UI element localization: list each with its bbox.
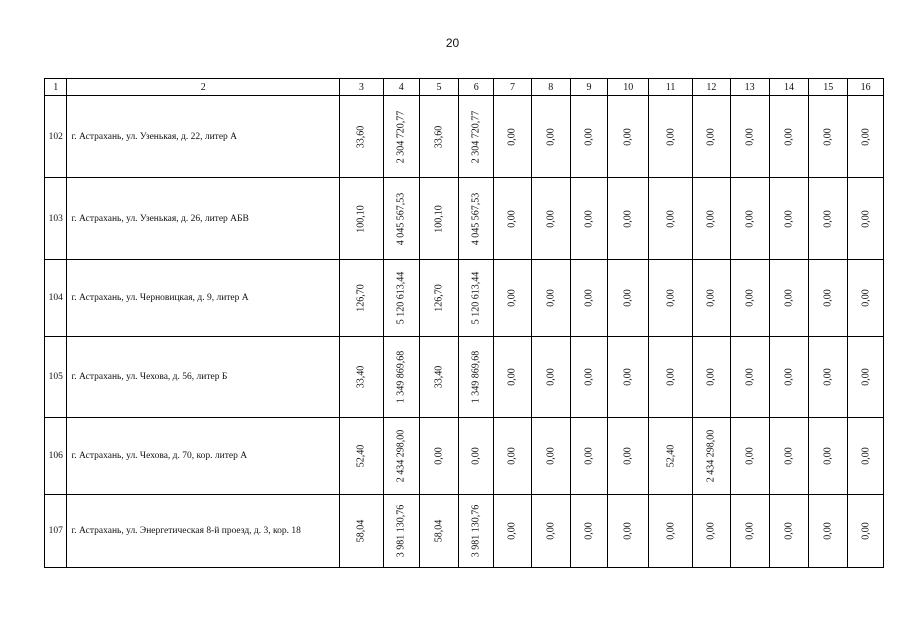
- header-cell: 15: [809, 79, 848, 96]
- value-text: 0,00: [705, 289, 717, 307]
- value-text: 0,00: [822, 522, 834, 540]
- value-cell: [339, 96, 383, 178]
- value-text: 2 304 720,77: [470, 110, 482, 163]
- value-text: 0,00: [860, 209, 872, 228]
- address-cell: г. Астрахань, ул. Чехова, д. 56, литер Б: [67, 337, 340, 418]
- value-text: 33,40: [355, 365, 367, 389]
- value-cell: [809, 96, 848, 178]
- value-cell: [649, 337, 693, 418]
- value-cell: [570, 418, 608, 495]
- value-cell: [459, 260, 494, 337]
- value-text: 0,00: [744, 447, 756, 465]
- value-cell: [494, 260, 532, 337]
- value-text: 0,00: [583, 447, 595, 465]
- value-text: 2 434 298,00: [705, 429, 717, 483]
- value-cell: [730, 260, 769, 337]
- value-cell: [809, 418, 848, 495]
- value-text: 0,00: [545, 289, 557, 307]
- table-row: [45, 418, 884, 495]
- value-text: 5 120 613,44: [395, 271, 407, 325]
- value-cell: [769, 337, 809, 418]
- value-text: 0,00: [822, 289, 834, 307]
- value-cell: [383, 178, 419, 260]
- value-text: 0,00: [433, 447, 445, 465]
- value-text: 0,00: [744, 209, 756, 228]
- value-text: 0,00: [545, 522, 557, 540]
- value-cell: [419, 178, 459, 260]
- value-text: 0,00: [583, 368, 595, 386]
- value-cell: [769, 260, 809, 337]
- header-row: [45, 79, 884, 96]
- value-cell: [693, 337, 731, 418]
- value-text: 0,00: [622, 209, 634, 228]
- value-cell: [608, 96, 649, 178]
- value-text: 0,00: [860, 289, 872, 307]
- value-text: 0,00: [665, 289, 677, 307]
- value-cell: [649, 495, 693, 568]
- header-cell: 12: [693, 79, 731, 96]
- value-text: 2 304 720,77: [395, 110, 407, 163]
- value-cell: [494, 96, 532, 178]
- value-cell: [494, 495, 532, 568]
- value-cell: [769, 178, 809, 260]
- address-cell: г. Астрахань, ул. Чехова, д. 70, кор. литер А: [67, 418, 340, 495]
- value-cell: [419, 418, 459, 495]
- header-cell: 2: [67, 79, 340, 96]
- value-text: 0,00: [860, 368, 872, 386]
- value-cell: [848, 96, 884, 178]
- value-text: 0,00: [822, 447, 834, 465]
- value-text: 0,00: [783, 447, 795, 465]
- value-text: 126,70: [433, 284, 445, 312]
- value-cell: [459, 96, 494, 178]
- value-cell: [848, 178, 884, 260]
- value-text: 0,00: [506, 289, 518, 307]
- table-row: [45, 495, 884, 568]
- value-cell: [730, 96, 769, 178]
- value-cell: [531, 495, 570, 568]
- value-text: 0,00: [583, 209, 595, 228]
- row-number-cell: 103: [45, 178, 67, 260]
- row-number-cell: 105: [45, 337, 67, 418]
- value-cell: [339, 260, 383, 337]
- value-cell: [693, 495, 731, 568]
- row-number-cell: 102: [45, 96, 67, 178]
- value-cell: [809, 260, 848, 337]
- header-cell: 14: [769, 79, 809, 96]
- value-text: 0,00: [705, 127, 717, 146]
- value-cell: [649, 96, 693, 178]
- value-cell: [383, 260, 419, 337]
- value-text: 0,00: [622, 368, 634, 386]
- value-cell: [730, 337, 769, 418]
- header-cell: 13: [730, 79, 769, 96]
- table-row: [45, 178, 884, 260]
- value-cell: [769, 96, 809, 178]
- value-text: 0,00: [744, 127, 756, 146]
- value-text: 0,00: [705, 368, 717, 386]
- value-cell: [693, 96, 731, 178]
- value-text: 0,00: [545, 209, 557, 228]
- row-number-cell: 107: [45, 495, 67, 568]
- register-table: [44, 78, 884, 568]
- value-text: 0,00: [506, 368, 518, 386]
- value-text: 52,40: [665, 444, 677, 468]
- value-text: 58,04: [355, 519, 367, 543]
- value-cell: [531, 337, 570, 418]
- value-cell: [494, 337, 532, 418]
- value-text: 33,60: [355, 125, 367, 148]
- value-text: 0,00: [665, 209, 677, 228]
- value-cell: [570, 96, 608, 178]
- value-text: 0,00: [860, 522, 872, 540]
- table-row: [45, 96, 884, 178]
- value-cell: [809, 337, 848, 418]
- value-text: 4 045 567,53: [470, 192, 482, 245]
- address-cell: г. Астрахань, ул. Черновицкая, д. 9, литер А: [67, 260, 340, 337]
- value-text: 0,00: [665, 127, 677, 146]
- value-cell: [494, 418, 532, 495]
- value-text: 0,00: [583, 522, 595, 540]
- value-text: 58,04: [433, 519, 445, 543]
- value-cell: [769, 418, 809, 495]
- value-text: 0,00: [783, 127, 795, 146]
- address-cell: г. Астрахань, ул. Узенькая, д. 22, литер А: [67, 96, 340, 178]
- value-cell: [339, 418, 383, 495]
- value-cell: [570, 495, 608, 568]
- header-cell: 5: [419, 79, 459, 96]
- value-text: 5 120 613,44: [470, 271, 482, 325]
- value-cell: [570, 260, 608, 337]
- value-cell: [608, 418, 649, 495]
- value-text: 0,00: [860, 127, 872, 146]
- value-cell: [383, 96, 419, 178]
- header-cell: 11: [649, 79, 693, 96]
- value-text: 0,00: [705, 522, 717, 540]
- value-cell: [459, 337, 494, 418]
- value-text: 33,40: [433, 365, 445, 389]
- value-text: 0,00: [545, 447, 557, 465]
- value-text: 0,00: [583, 289, 595, 307]
- value-text: 2 434 298,00: [395, 429, 407, 483]
- address-cell: г. Астрахань, ул. Узенькая, д. 26, литер АБВ: [67, 178, 340, 260]
- value-text: 0,00: [622, 522, 634, 540]
- value-cell: [531, 260, 570, 337]
- value-cell: [730, 418, 769, 495]
- row-number-cell: 104: [45, 260, 67, 337]
- value-text: 0,00: [545, 127, 557, 146]
- value-cell: [809, 178, 848, 260]
- value-cell: [419, 260, 459, 337]
- value-cell: [531, 178, 570, 260]
- value-text: 52,40: [355, 444, 367, 468]
- value-cell: [383, 495, 419, 568]
- value-cell: [608, 178, 649, 260]
- value-cell: [769, 495, 809, 568]
- value-text: 0,00: [744, 368, 756, 386]
- value-text: 0,00: [622, 127, 634, 146]
- value-cell: [649, 418, 693, 495]
- value-cell: [383, 337, 419, 418]
- header-cell: 7: [494, 79, 532, 96]
- header-cell: 6: [459, 79, 494, 96]
- value-text: 126,70: [355, 284, 367, 312]
- value-cell: [608, 260, 649, 337]
- value-text: 0,00: [665, 522, 677, 540]
- value-cell: [419, 96, 459, 178]
- value-text: 33,60: [433, 125, 445, 148]
- row-number-cell: 106: [45, 418, 67, 495]
- value-text: 0,00: [783, 522, 795, 540]
- value-cell: [419, 495, 459, 568]
- value-text: 1 349 869,68: [470, 350, 482, 404]
- value-text: 0,00: [545, 368, 557, 386]
- value-text: 0,00: [665, 368, 677, 386]
- value-text: 0,00: [470, 447, 482, 465]
- value-text: 0,00: [822, 368, 834, 386]
- header-cell: 10: [608, 79, 649, 96]
- value-cell: [730, 178, 769, 260]
- value-cell: [809, 495, 848, 568]
- value-text: 0,00: [822, 209, 834, 228]
- address-cell: г. Астрахань, ул. Энергетическая 8-й проезд, д. 3, кор. 18: [67, 495, 340, 568]
- value-text: 0,00: [506, 447, 518, 465]
- value-cell: [459, 418, 494, 495]
- value-cell: [419, 337, 459, 418]
- value-text: 0,00: [506, 522, 518, 540]
- value-text: 0,00: [506, 209, 518, 228]
- header-cell: 16: [848, 79, 884, 96]
- value-cell: [693, 260, 731, 337]
- value-cell: [693, 418, 731, 495]
- table-row: [45, 260, 884, 337]
- value-text: 0,00: [583, 127, 595, 146]
- page-number: 20: [445, 36, 460, 50]
- value-cell: [494, 178, 532, 260]
- header-cell: 1: [45, 79, 67, 96]
- value-text: 100,10: [355, 204, 367, 233]
- value-cell: [339, 178, 383, 260]
- value-text: 0,00: [783, 209, 795, 228]
- value-text: 0,00: [622, 289, 634, 307]
- header-cell: 3: [339, 79, 383, 96]
- value-cell: [570, 337, 608, 418]
- value-cell: [459, 178, 494, 260]
- value-text: 0,00: [783, 289, 795, 307]
- value-text: 0,00: [744, 522, 756, 540]
- value-text: 0,00: [705, 209, 717, 228]
- value-cell: [848, 260, 884, 337]
- value-cell: [649, 178, 693, 260]
- value-cell: [730, 495, 769, 568]
- value-cell: [383, 418, 419, 495]
- value-cell: [339, 495, 383, 568]
- value-text: 0,00: [822, 127, 834, 146]
- value-cell: [693, 178, 731, 260]
- header-cell: 9: [570, 79, 608, 96]
- value-text: 0,00: [744, 289, 756, 307]
- value-text: 4 045 567,53: [395, 192, 407, 245]
- value-text: 3 981 130,76: [470, 504, 482, 558]
- value-cell: [531, 96, 570, 178]
- value-cell: [608, 495, 649, 568]
- value-text: 0,00: [860, 447, 872, 465]
- value-text: 1 349 869,68: [395, 350, 407, 404]
- header-cell: 4: [383, 79, 419, 96]
- value-text: 0,00: [506, 127, 518, 146]
- value-text: 0,00: [622, 447, 634, 465]
- value-cell: [848, 337, 884, 418]
- value-text: 3 981 130,76: [395, 504, 407, 558]
- value-cell: [848, 418, 884, 495]
- value-cell: [459, 495, 494, 568]
- value-cell: [570, 178, 608, 260]
- table-row: [45, 337, 884, 418]
- value-cell: [531, 418, 570, 495]
- value-text: 100,10: [433, 204, 445, 233]
- value-cell: [649, 260, 693, 337]
- header-cell: 8: [531, 79, 570, 96]
- value-cell: [339, 337, 383, 418]
- value-cell: [848, 495, 884, 568]
- value-text: 0,00: [783, 368, 795, 386]
- value-cell: [608, 337, 649, 418]
